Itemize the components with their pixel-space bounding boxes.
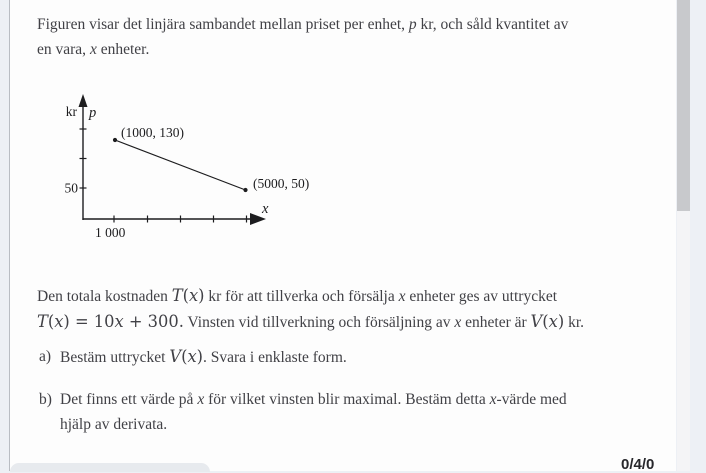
x-axis-variable-label: x — [262, 201, 269, 217]
price-quantity-graph — [31, 92, 321, 244]
y-axis-variable-label: p — [89, 105, 97, 121]
text-line: Den totala kostnaden T(x) kr för att tillverka och försälja x enheter ges av uttrycket — [37, 286, 558, 305]
y-tick-label: 50 — [64, 180, 78, 196]
question-card — [9, 0, 676, 471]
point1-label: (1000, 130) — [121, 125, 184, 140]
right-margin — [690, 0, 706, 471]
text-line: Figuren visar det linjära sambandet mellan priset per enhet, p kr, och såld kvantitet av — [37, 16, 569, 33]
data-point-2 — [243, 188, 247, 192]
y-axis — [79, 94, 88, 220]
scrollbar-thumb[interactable] — [677, 0, 690, 211]
item-b-text — [60, 388, 567, 437]
scrollbar-track[interactable] — [677, 0, 690, 471]
data-point-1 — [113, 138, 117, 142]
y-axis-unit-label: kr — [65, 104, 77, 119]
score-indicator: 0/4/0 — [621, 456, 655, 473]
data-series — [113, 138, 248, 192]
text-line: hjälp av derivata. — [60, 415, 168, 433]
item-b-label: b) — [39, 391, 52, 408]
x-axis — [82, 213, 266, 225]
text-line: T(x) = 10x + 300. Vinsten vid tillverkning och försäljning av x enheter är V(x) kr. — [37, 312, 585, 331]
x-tick-label: 1 000 — [95, 225, 126, 240]
question-item-a — [10, 345, 670, 375]
point2-label: (5000, 50) — [253, 176, 310, 191]
intro-paragraph — [37, 12, 568, 62]
item-a-label: a) — [39, 348, 52, 365]
text-line: Bestäm uttrycket V(x). Svara i enklaste form. — [60, 347, 347, 366]
y-axis-arrow-icon — [79, 94, 88, 107]
item-a-text — [60, 345, 347, 371]
question-item-b — [10, 388, 670, 443]
text-line: Det finns ett värde på x för vilket vinsten blir maximal. Bestäm detta x-värde med — [60, 391, 567, 408]
cost-paragraph — [37, 283, 584, 335]
text-line: en vara, x enheter. — [37, 41, 150, 58]
